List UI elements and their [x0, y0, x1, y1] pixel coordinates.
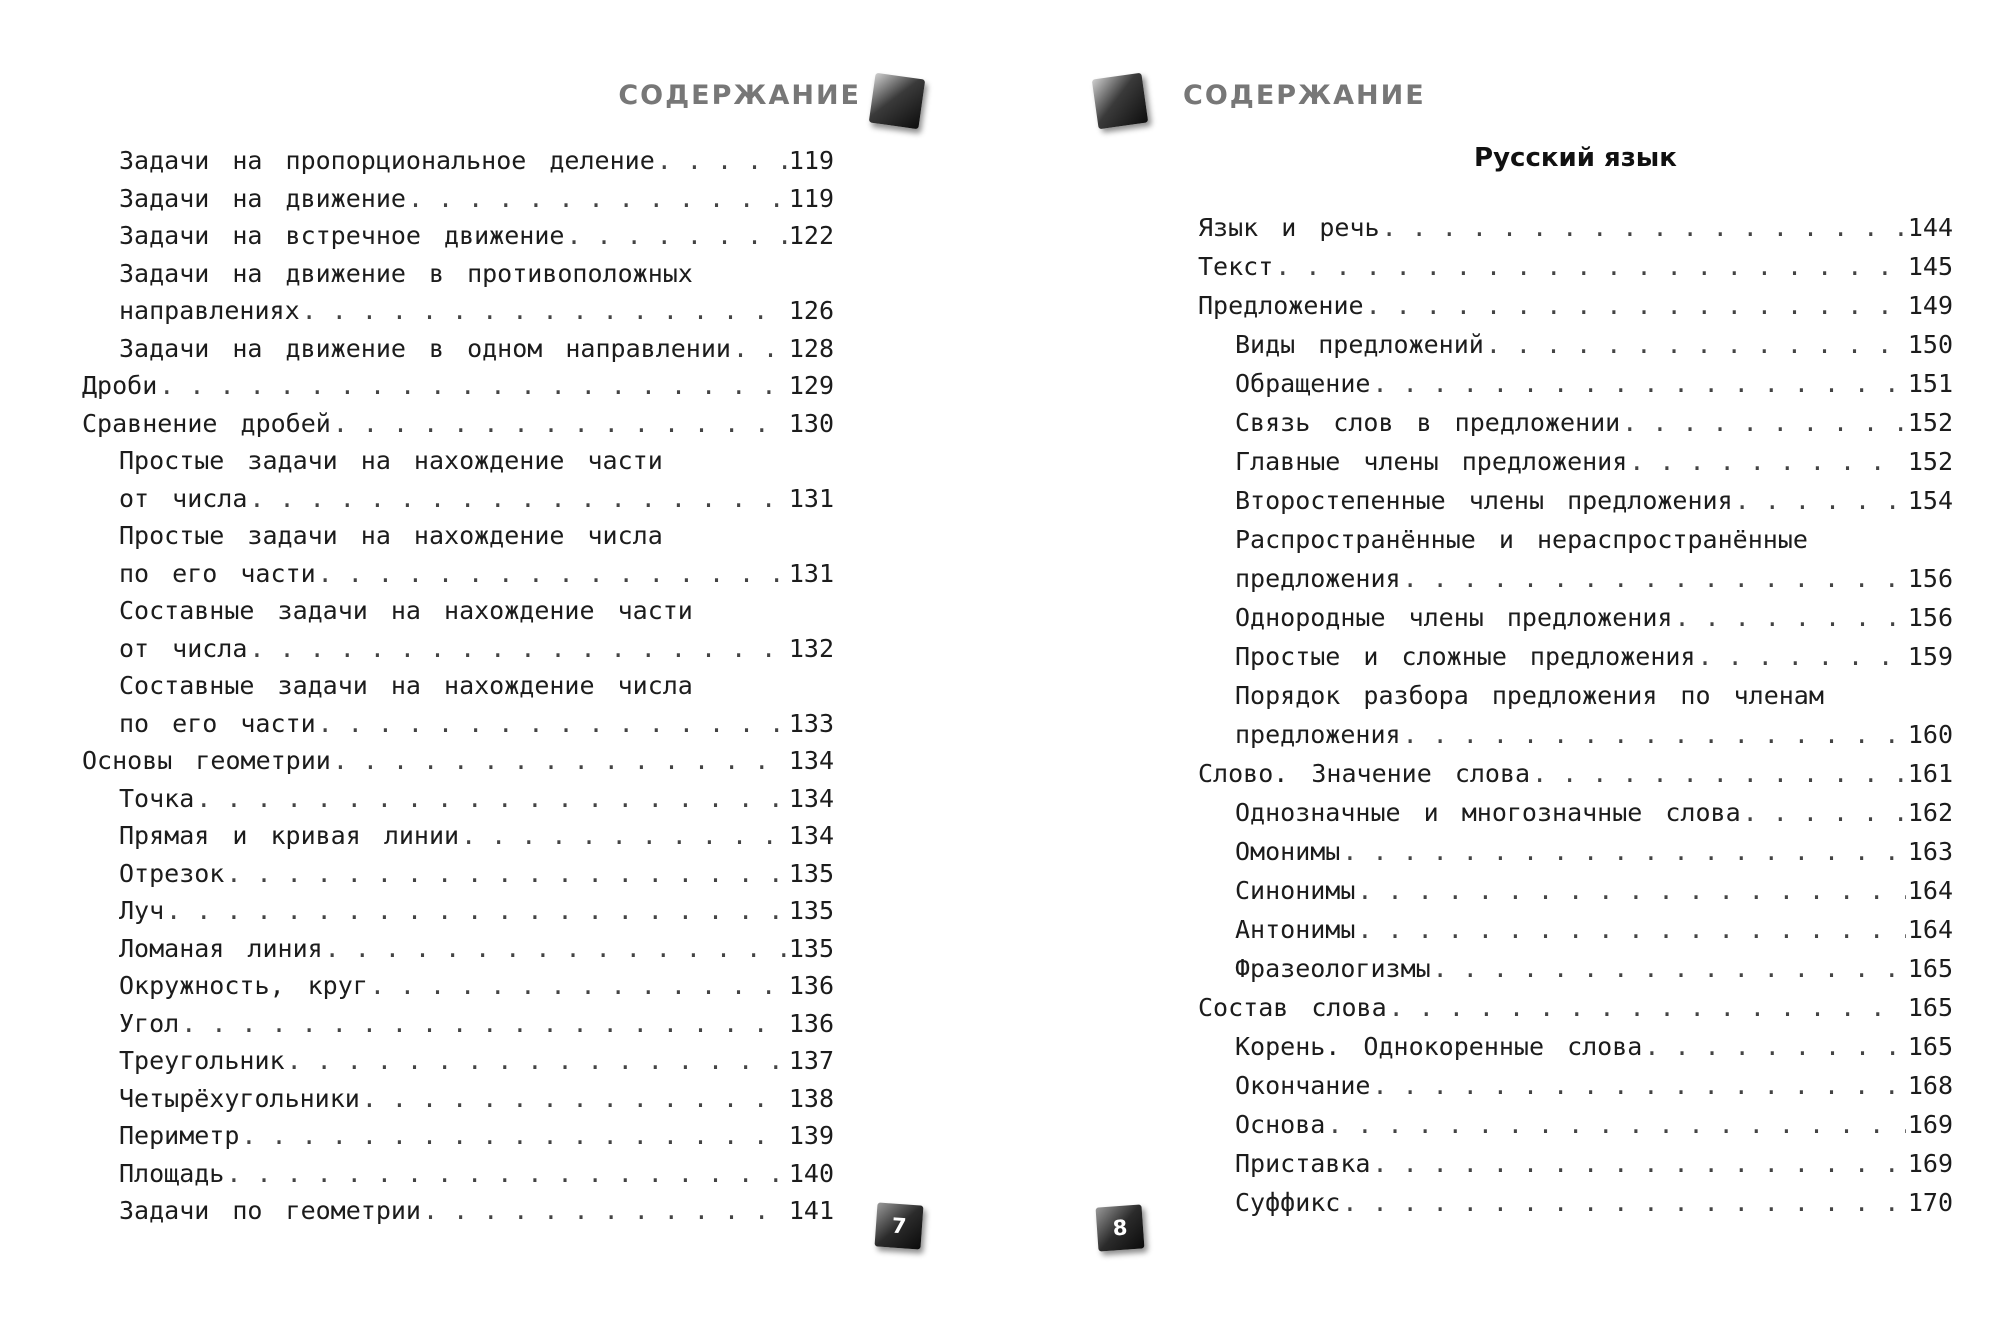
toc-entry-title: Корень. Однокоренные слова [1235, 1032, 1643, 1061]
toc-entry [1198, 1066, 1953, 1105]
toc-entry [82, 742, 834, 780]
toc-entry-row [1235, 793, 1953, 832]
toc-page-number: 169 [1907, 1110, 1953, 1139]
dot-leader [181, 1005, 787, 1043]
dot-leader [318, 555, 787, 593]
corner-cube-icon [1092, 73, 1148, 129]
dot-leader [333, 742, 787, 780]
dot-leader [733, 330, 787, 368]
toc-entry-title: Задачи на движение в одном направлении [119, 333, 731, 363]
toc-entry-row [82, 742, 834, 780]
toc-entry-row [1235, 598, 1953, 637]
dot-leader [318, 705, 787, 743]
toc-entry-row [119, 1192, 834, 1230]
toc-page-number: 149 [1907, 291, 1953, 320]
toc-entry [82, 442, 834, 517]
toc-entry-row [1235, 364, 1953, 403]
toc-page-number: 137 [788, 1046, 834, 1075]
toc-entry [82, 1042, 834, 1080]
toc-page-number: 151 [1907, 369, 1953, 398]
toc-entry-title: по его части [119, 708, 316, 738]
toc-page-number: 170 [1907, 1188, 1953, 1217]
toc-entry-title: от числа [119, 633, 248, 663]
toc-entry-title: Омонимы [1235, 837, 1341, 866]
toc-entry-row [1235, 832, 1953, 871]
toc-entry [82, 1155, 834, 1193]
toc-entry [1198, 364, 1953, 403]
toc-entry-row [1235, 949, 1953, 988]
toc-entry-title: Задачи на движение в противоположных [119, 258, 693, 288]
toc-page-number: 132 [788, 633, 834, 663]
dot-leader [226, 855, 786, 893]
dot-leader [166, 892, 787, 930]
toc-page-number: 126 [788, 296, 834, 325]
toc-entry [1198, 988, 1953, 1027]
toc-page-number: 119 [788, 183, 834, 213]
toc-entry [82, 667, 834, 742]
toc-entry-title: Задачи на движение [119, 183, 406, 213]
toc-page-number: 168 [1907, 1071, 1953, 1100]
toc-entry-title: Главные члены предложения [1235, 447, 1628, 476]
toc-entry-row [1235, 637, 1953, 676]
dot-leader [461, 817, 787, 855]
page-number: 8 [1096, 1204, 1145, 1251]
toc-entry-row [119, 930, 834, 968]
toc-entry-row [1235, 442, 1953, 481]
toc-entry-title: предложения [1235, 564, 1401, 593]
toc-entry-title: Четырёхугольники [119, 1083, 360, 1113]
toc-entry-row [119, 480, 834, 518]
dot-leader [1735, 481, 1906, 520]
toc-page-number: 136 [788, 1008, 834, 1038]
toc-entry-row [1198, 286, 1953, 325]
toc-entry-title: Прямая и кривая линии [119, 821, 460, 850]
dot-leader [1342, 1183, 1905, 1222]
dot-leader [1372, 1066, 1905, 1105]
toc-entry [1198, 520, 1953, 598]
toc-page-number: 138 [788, 1083, 834, 1113]
toc-entry [82, 855, 834, 893]
toc-entry [1198, 1144, 1953, 1183]
toc-entry-title: по его части [119, 558, 316, 588]
toc-entry [1198, 1027, 1953, 1066]
toc-page-number: 161 [1907, 759, 1953, 788]
dot-leader [1389, 988, 1906, 1027]
toc-entry-row [119, 630, 834, 668]
toc-entry [82, 1117, 834, 1155]
dot-leader [1357, 871, 1905, 910]
toc-entry-row [119, 1155, 834, 1193]
page-number: 7 [875, 1202, 924, 1249]
dot-leader [1674, 598, 1905, 637]
toc-entry-title: Задачи по геометрии [119, 1196, 421, 1225]
toc-page-number: 164 [1907, 915, 1953, 944]
table-of-contents [1198, 208, 1953, 1222]
toc-entry [1198, 403, 1953, 442]
toc-entry-row [119, 1005, 834, 1043]
toc-entry-title: Сравнение дробей [82, 408, 331, 438]
dot-leader [1486, 325, 1906, 364]
toc-entry-row [119, 1042, 834, 1080]
toc-page-number: 130 [788, 408, 834, 438]
toc-entry [82, 1192, 834, 1230]
dot-leader [1372, 1144, 1905, 1183]
toc-entry-title: Точка [119, 783, 195, 813]
toc-page-number: 156 [1907, 603, 1953, 632]
toc-entry [82, 255, 834, 330]
toc-page-number: 162 [1907, 798, 1953, 827]
toc-page-number: 152 [1907, 447, 1953, 476]
toc-entry-title: Простые и сложные предложения [1235, 642, 1696, 671]
toc-entry-title: Отрезок [119, 858, 225, 888]
toc-entry [1198, 442, 1953, 481]
toc-entry-row [119, 967, 834, 1005]
right-page [1007, 0, 2014, 1325]
dot-leader [1403, 559, 1906, 598]
toc-page-number: 135 [788, 858, 834, 888]
toc-entry-row [1235, 325, 1953, 364]
toc-page-number: 165 [1907, 954, 1953, 983]
toc-entry-row [1198, 247, 1953, 286]
dot-leader [333, 405, 787, 443]
toc-entry-title: Текст [1198, 252, 1274, 281]
dot-leader [1743, 793, 1906, 832]
toc-entry-row [119, 1117, 834, 1155]
toc-page-number: 159 [1907, 642, 1953, 671]
toc-entry [1198, 481, 1953, 520]
toc-page-number: 131 [788, 483, 834, 513]
toc-entry-title: Порядок разбора предложения по членам [1235, 681, 1824, 710]
toc-entry [1198, 325, 1953, 364]
toc-entry-title: Простые задачи на нахождение числа [119, 521, 663, 550]
toc-entry [82, 517, 834, 592]
toc-entry-title: Задачи на пропорциональное деление [119, 146, 655, 175]
toc-page-number: 150 [1907, 330, 1953, 359]
toc-entry-title: Однородные члены предложения [1235, 603, 1673, 632]
page-header: СОДЕРЖАНИЕ [1183, 80, 1426, 111]
toc-entry [1198, 754, 1953, 793]
toc-entry [82, 1080, 834, 1118]
toc-entry-title: Площадь [119, 1158, 225, 1188]
dot-leader [1372, 364, 1905, 403]
toc-entry-title: Однозначные и многозначные слова [1235, 798, 1741, 827]
toc-entry [1198, 793, 1953, 832]
toc-entry-title: Приставка [1235, 1149, 1371, 1178]
toc-entry-title: от числа [119, 483, 248, 513]
toc-page-number: 131 [788, 558, 834, 588]
toc-entry-row [1235, 910, 1953, 949]
dot-leader [408, 180, 787, 218]
toc-entry-row [119, 855, 834, 893]
toc-entry-title: предложения [1235, 720, 1401, 749]
toc-entry-row [1235, 715, 1953, 754]
toc-page-number: 160 [1907, 720, 1953, 749]
toc-entry-title: Второстепенные члены предложения [1235, 486, 1733, 515]
toc-entry-title: Окружность, круг [119, 971, 368, 1000]
toc-entry-row [119, 292, 834, 330]
dot-leader [325, 930, 787, 968]
toc-page-number: 139 [788, 1121, 834, 1150]
dot-leader [1275, 247, 1906, 286]
toc-entry [82, 330, 834, 368]
toc-entry-title: Суффикс [1235, 1188, 1341, 1217]
toc-entry-row [119, 705, 834, 743]
toc-entry-title: Язык и речь [1198, 213, 1380, 242]
toc-entry-row [1235, 871, 1953, 910]
section-title: Русский язык [1474, 143, 1677, 173]
toc-entry [82, 892, 834, 930]
toc-page-number: 164 [1907, 876, 1953, 905]
dot-leader [302, 292, 787, 330]
toc-entry-row [119, 330, 834, 368]
toc-entry-row [119, 1080, 834, 1118]
toc-entry-row [119, 817, 834, 855]
toc-entry [1198, 286, 1953, 325]
toc-entry [1198, 832, 1953, 871]
toc-entry-title: Окончание [1235, 1071, 1371, 1100]
toc-entry-title: Синонимы [1235, 876, 1356, 905]
toc-entry-row [119, 142, 834, 180]
toc-entry-title: Периметр [119, 1121, 240, 1150]
toc-entry [82, 142, 834, 180]
dot-leader [287, 1042, 787, 1080]
dot-leader [1629, 442, 1906, 481]
dot-leader [1403, 715, 1906, 754]
toc-entry-title: Связь слов в предложении [1235, 408, 1621, 437]
toc-entry-row [119, 780, 834, 818]
toc-page-number: 165 [1907, 1032, 1953, 1061]
toc-entry-row [1235, 403, 1953, 442]
dot-leader [196, 780, 787, 818]
toc-page-number: 140 [788, 1158, 834, 1188]
toc-entry-title: Задачи на встречное движение [119, 221, 565, 250]
toc-entry-title: Ломаная линия [119, 933, 323, 963]
table-of-contents [82, 142, 834, 1230]
toc-entry [82, 967, 834, 1005]
toc-entry-row [82, 405, 834, 443]
dot-leader [1622, 403, 1906, 442]
toc-page-number: 134 [788, 783, 834, 813]
toc-page-number: 134 [788, 821, 834, 850]
toc-entry-row [1198, 754, 1953, 793]
toc-entry-row [1235, 1027, 1953, 1066]
dot-leader [423, 1192, 787, 1230]
toc-entry-title: Составные задачи на нахождение числа [119, 671, 693, 700]
toc-page-number: 145 [1907, 252, 1953, 281]
dot-leader [1698, 637, 1906, 676]
dot-leader [1327, 1105, 1906, 1144]
toc-page-number: 135 [788, 896, 834, 925]
toc-entry-title: Составные задачи на нахождение части [119, 596, 693, 625]
toc-entry-row [1235, 1144, 1953, 1183]
toc-entry-title: направлениях [119, 296, 300, 325]
dot-leader [1433, 949, 1906, 988]
toc-page-number: 122 [788, 221, 834, 250]
dot-leader [1644, 1027, 1906, 1066]
toc-page-number: 119 [788, 146, 834, 175]
toc-entry-title: Фразеологизмы [1235, 954, 1431, 983]
toc-entry [82, 1005, 834, 1043]
dot-leader [249, 480, 786, 518]
dot-leader [159, 367, 787, 405]
dot-leader [249, 630, 786, 668]
dot-leader [1342, 832, 1905, 871]
toc-page-number: 154 [1907, 486, 1953, 515]
toc-entry-row [1198, 988, 1953, 1027]
toc-entry-title: Луч [119, 896, 165, 925]
toc-entry-row [82, 367, 834, 405]
toc-entry-title: Дроби [82, 371, 158, 400]
toc-entry [1198, 637, 1953, 676]
toc-entry-title: Угол [119, 1008, 180, 1038]
toc-entry-row [1198, 208, 1953, 247]
toc-entry [1198, 949, 1953, 988]
dot-leader [1382, 208, 1906, 247]
toc-entry [82, 405, 834, 443]
toc-entry-title: Слово. Значение слова [1198, 759, 1531, 788]
toc-entry-title: Распространённые и нераспространённые [1235, 525, 1808, 554]
corner-cube-icon [869, 73, 925, 129]
toc-entry-title: Виды предложений [1235, 330, 1484, 359]
toc-page-number: 156 [1907, 564, 1953, 593]
toc-entry-row [1235, 559, 1953, 598]
toc-entry-title: Состав слова [1198, 993, 1387, 1022]
toc-entry [82, 817, 834, 855]
toc-entry [1198, 910, 1953, 949]
toc-entry [82, 780, 834, 818]
toc-entry [82, 592, 834, 667]
dot-leader [657, 142, 787, 180]
toc-entry-row [119, 180, 834, 218]
toc-entry [1198, 1183, 1953, 1222]
dot-leader [1532, 754, 1906, 793]
dot-leader [1366, 286, 1906, 325]
toc-page-number: 136 [788, 971, 834, 1000]
dot-leader [241, 1117, 786, 1155]
toc-entry-title: Простые задачи на нахождение части [119, 446, 663, 475]
toc-entry-row [1235, 1105, 1953, 1144]
toc-page-number: 169 [1907, 1149, 1953, 1178]
toc-entry-row [1235, 1183, 1953, 1222]
toc-entry [82, 217, 834, 255]
toc-entry [1198, 598, 1953, 637]
toc-page-number: 133 [788, 708, 834, 738]
dot-leader [226, 1155, 786, 1193]
toc-page-number: 163 [1907, 837, 1953, 866]
toc-entry [1198, 208, 1953, 247]
toc-entry [82, 367, 834, 405]
toc-entry-title: Предложение [1198, 291, 1364, 320]
dot-leader [1357, 910, 1905, 949]
toc-entry-title: Треугольник [119, 1046, 285, 1075]
toc-entry-row [119, 555, 834, 593]
toc-entry-title: Основа [1235, 1110, 1326, 1139]
dot-leader [362, 1080, 787, 1118]
toc-page-number: 135 [788, 933, 834, 963]
toc-entry [1198, 1105, 1953, 1144]
toc-page-number: 152 [1907, 408, 1953, 437]
toc-entry-row [1235, 481, 1953, 520]
toc-entry-row [119, 217, 834, 255]
toc-page-number: 128 [788, 333, 834, 363]
toc-page-number: 165 [1907, 993, 1953, 1022]
toc-page-number: 129 [788, 371, 834, 400]
toc-entry-title: Основы геометрии [82, 746, 331, 775]
toc-entry-row [1235, 1066, 1953, 1105]
toc-entry [1198, 676, 1953, 754]
toc-entry [82, 930, 834, 968]
toc-entry-row [119, 892, 834, 930]
toc-entry [1198, 247, 1953, 286]
toc-page-number: 141 [788, 1196, 834, 1225]
dot-leader [566, 217, 786, 255]
toc-entry-title: Антонимы [1235, 915, 1356, 944]
toc-page-number: 134 [788, 746, 834, 775]
dot-leader [370, 967, 787, 1005]
toc-page-number: 144 [1907, 213, 1953, 242]
page-header: СОДЕРЖАНИЕ [618, 80, 861, 111]
toc-entry-title: Обращение [1235, 369, 1371, 398]
toc-entry [82, 180, 834, 218]
toc-entry [1198, 871, 1953, 910]
